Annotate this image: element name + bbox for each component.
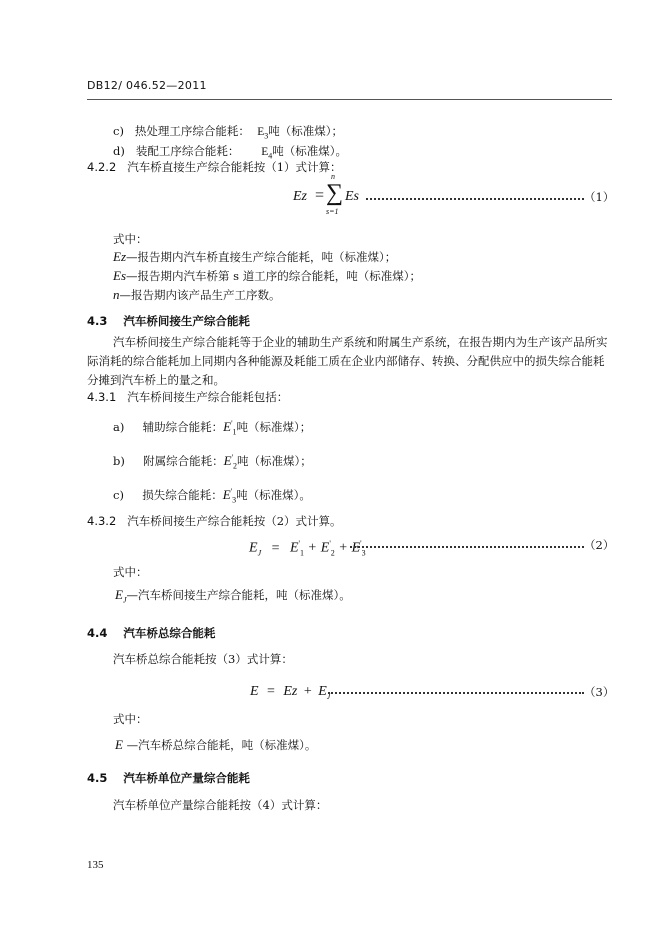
item-marker: c): [113, 488, 124, 502]
section-heading-4-4: [87, 628, 215, 640]
where-symbol: Ez: [113, 249, 126, 264]
item-marker: c): [113, 124, 124, 138]
item-label: 热处理工序综合能耗：: [134, 124, 250, 138]
section-title: 汽车桥总综合能耗: [123, 626, 216, 640]
clause-text: 汽车桥间接生产综合能耗包括：: [127, 390, 289, 404]
item-label: 附属综合能耗：: [143, 454, 224, 468]
eq3-equals: =: [267, 684, 275, 699]
section-text: 汽车桥单位产量综合能耗按（4）式计算：: [113, 798, 328, 812]
clause-4-3-2: [87, 516, 342, 528]
paragraph-line: 际消耗的综合能耗加上同期内各种能源及耗能工质在企业内部储存、转换、分配供应中的损失综合能耗: [87, 354, 605, 368]
clause-text: 汽车桥直接生产综合能耗按（1）式计算：: [127, 160, 342, 174]
list-item-a: a) 辅助综合能耗：$E'_1$吨（标准煤）；: [113, 419, 312, 437]
clause-4-3-1: [87, 392, 288, 404]
section-number: 4.5: [87, 771, 108, 785]
eq2-equals: =: [271, 540, 280, 556]
section-heading-4-5: [87, 773, 250, 785]
where-row: [113, 269, 421, 283]
section-title: 汽车桥间接生产综合能耗: [123, 314, 250, 328]
summation-icon: ∑: [326, 180, 344, 206]
where-text: —报告期内汽车桥第 s 道工序的综合能耗，吨（标准煤）；: [126, 269, 421, 283]
where-row: [115, 738, 316, 752]
clause-number: 4.2.2: [87, 160, 117, 174]
where-symbol: E: [115, 737, 123, 752]
where-row: [113, 288, 281, 302]
document-code: DB12/ 046.52—2011: [87, 79, 207, 92]
item-unit: 吨（标准煤）。: [236, 488, 311, 502]
page-number: 135: [87, 859, 104, 871]
where-text: —报告期内该产品生产工序数。: [119, 288, 281, 302]
item-unit: 吨（标准煤）；: [237, 454, 312, 468]
eq1-sum-upper: n: [331, 172, 335, 181]
where-title: 式中：: [113, 712, 148, 726]
section-heading-4-3: [87, 316, 250, 328]
eq3-lhs: E: [250, 684, 259, 699]
where-text: —报告期内汽车桥直接生产综合能耗，吨（标准煤）；: [126, 250, 397, 264]
where-title: 式中：: [113, 565, 148, 579]
item-symbol: E: [223, 419, 232, 434]
paragraph-line: 分摊到汽车桥上的量之和。: [87, 373, 225, 387]
item-label: 损失综合能耗：: [142, 488, 223, 502]
item-symbol: E: [257, 126, 265, 138]
eq1-body: Es: [345, 189, 359, 204]
item-symbol: E: [223, 453, 232, 468]
item-symbol: E: [261, 146, 269, 158]
leader-dots: [350, 546, 584, 548]
where-text: —汽车桥间接生产综合能耗，吨（标准煤）。: [126, 588, 351, 602]
section-number: 4.3: [87, 314, 108, 328]
list-item-b: b) 附属综合能耗：$E'_2$吨（标准煤）；: [113, 453, 312, 471]
clause-4-2-2: [87, 162, 342, 174]
section-text: 汽车桥总综合能耗按（3）式计算：: [113, 652, 293, 666]
section-title: 汽车桥单位产量综合能耗: [123, 771, 250, 785]
eq2-lhs: E: [249, 540, 258, 556]
section-number: 4.4: [87, 626, 108, 640]
where-title: 式中：: [113, 232, 148, 246]
equation-number: （1）: [584, 190, 615, 204]
list-item-c: c) 热处理工序综合能耗： $E_3$吨（标准煤）；: [113, 124, 343, 141]
where-text: —汽车桥总综合能耗，吨（标准煤）。: [126, 738, 317, 752]
item-unit: 吨（标准煤）。: [272, 144, 348, 158]
where-row: [113, 250, 396, 264]
item-marker: a): [113, 420, 125, 434]
eq1-sum-lower: s=1: [326, 207, 339, 216]
eq2-expression: $E_J = E'_1 + E'_2 + E'_3$: [249, 539, 366, 558]
eq1-lhs: Ez: [293, 189, 307, 204]
equation-number: （3）: [584, 685, 615, 699]
equation-number: （2）: [584, 538, 615, 552]
item-unit: 吨（标准煤）；: [236, 420, 312, 434]
clause-number: 4.3.2: [87, 514, 117, 528]
eq3-expression: $E = Ez + E_J$: [250, 684, 331, 701]
item-unit: 吨（标准煤）；: [268, 124, 343, 138]
clause-text: 汽车桥间接生产综合能耗按（2）式计算。: [127, 514, 342, 528]
where-symbol: E: [115, 587, 123, 602]
where-symbol: Es: [113, 268, 126, 283]
leader-dots: [328, 692, 584, 694]
item-marker: d): [113, 144, 125, 158]
list-item-c2: c) 损失综合能耗：$E'_3$吨（标准煤）。: [113, 487, 311, 505]
list-item-d: d) 装配工序综合能耗： $E_4$吨（标准煤）。: [113, 144, 348, 161]
item-label: 装配工序综合能耗：: [135, 144, 240, 158]
eq1-equals: =: [315, 187, 325, 204]
where-symbol: n: [113, 287, 120, 302]
paragraph-line: 汽车桥间接生产综合能耗等于企业的辅助生产系统和附属生产系统，在报告期内为生产该产品所实: [113, 335, 608, 349]
where-row: $E_J—$汽车桥间接生产综合能耗，吨（标准煤）。: [115, 587, 351, 605]
item-marker: b): [113, 454, 125, 468]
item-symbol: E: [222, 487, 231, 502]
header-rule: [87, 99, 612, 100]
item-label: 辅助综合能耗：: [142, 420, 224, 434]
leader-dots: [366, 198, 584, 200]
clause-number: 4.3.1: [87, 390, 117, 404]
